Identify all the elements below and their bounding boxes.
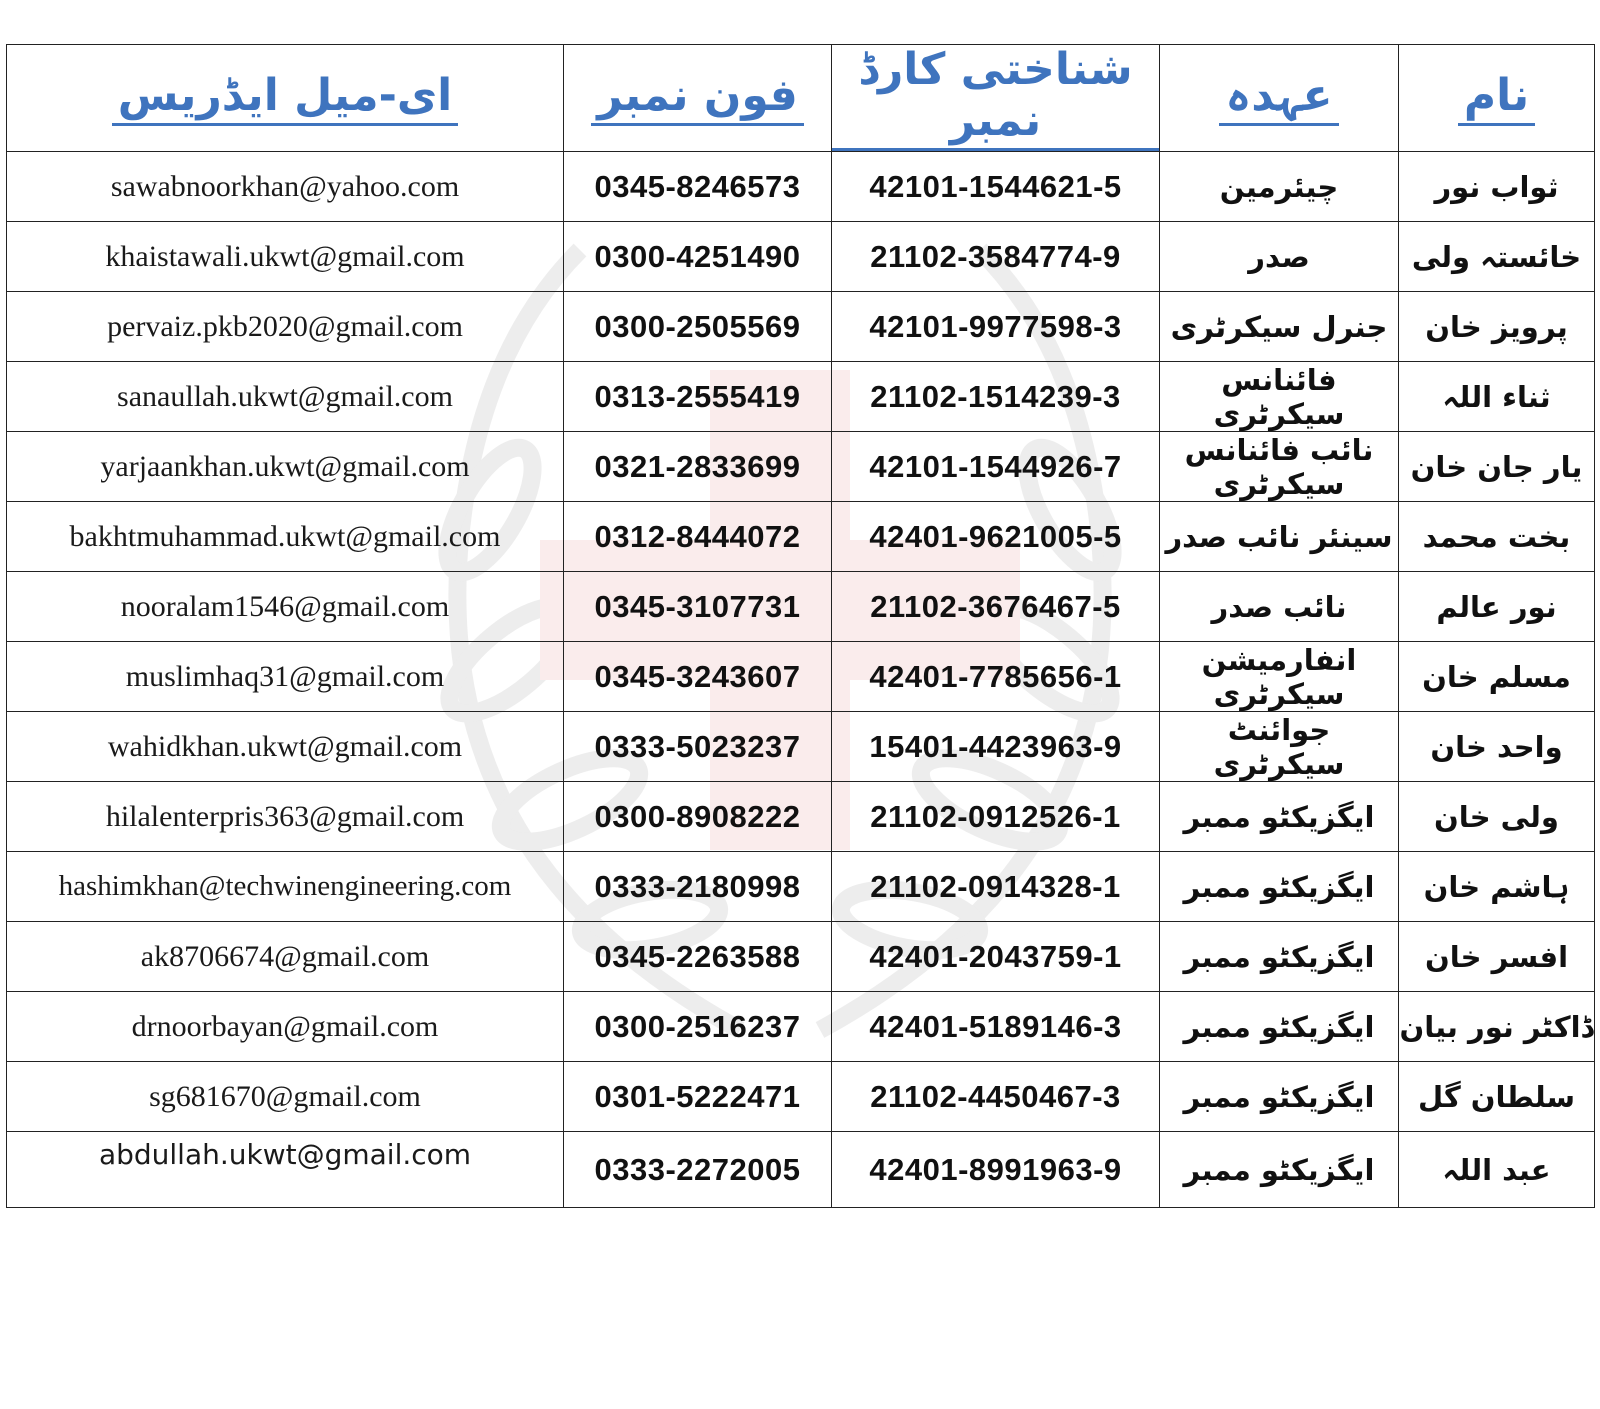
phone-cell: 0300-2505569: [564, 292, 832, 362]
name-cell: واحد خان: [1399, 712, 1595, 782]
designation-cell: ایگزیکٹو ممبر: [1160, 1132, 1399, 1208]
phone-cell: 0321-2833699: [564, 432, 832, 502]
table-row: [7, 222, 1595, 292]
phone-cell: 0301-5222471: [564, 1062, 832, 1132]
email-cell: bakhtmuhammad.ukwt@gmail.com: [7, 502, 564, 572]
name-cell: نور عالم: [1399, 572, 1595, 642]
header-email: ای-میل ایڈریس: [112, 71, 459, 127]
cnic-cell: 42101-1544621-5: [832, 152, 1160, 222]
table-row: [7, 1132, 1595, 1208]
header-name: نام: [1458, 71, 1535, 127]
designation-cell: سینئر نائب صدر: [1160, 502, 1399, 572]
email-cell: wahidkhan.ukwt@gmail.com: [7, 712, 564, 782]
header-row: [7, 45, 1595, 152]
email-cell: muslimhaq31@gmail.com: [7, 642, 564, 712]
email-cell: nooralam1546@gmail.com: [7, 572, 564, 642]
phone-cell: 0300-8908222: [564, 782, 832, 852]
email-cell: khaistawali.ukwt@gmail.com: [7, 222, 564, 292]
phone-cell: 0345-3107731: [564, 572, 832, 642]
cnic-cell: 21102-0914328-1: [832, 852, 1160, 922]
header-name-cell: [1399, 45, 1595, 152]
phone-cell: 0333-5023237: [564, 712, 832, 782]
table-row: [7, 852, 1595, 922]
cnic-cell: 42401-5189146-3: [832, 992, 1160, 1062]
email-cell: abdullah.ukwt@gmail.com: [7, 1132, 564, 1208]
designation-cell: نائب فائنانس سیکرٹری: [1160, 432, 1399, 502]
designation-cell: فائنانس سیکرٹری: [1160, 362, 1399, 432]
email-cell: hilalenterpris363@gmail.com: [7, 782, 564, 852]
table-row: [7, 642, 1595, 712]
table-row: [7, 362, 1595, 432]
header-phone: فون نمبر: [591, 71, 804, 127]
name-cell: پرویز خان: [1399, 292, 1595, 362]
designation-cell: جنرل سیکرٹری: [1160, 292, 1399, 362]
name-cell: مسلم خان: [1399, 642, 1595, 712]
table-row: [7, 1062, 1595, 1132]
email-cell: ak8706674@gmail.com: [7, 922, 564, 992]
phone-cell: 0333-2272005: [564, 1132, 832, 1208]
table-row: [7, 502, 1595, 572]
cnic-cell: 21102-3584774-9: [832, 222, 1160, 292]
table-row: [7, 782, 1595, 852]
phone-cell: 0333-2180998: [564, 852, 832, 922]
cnic-cell: 15401-4423963-9: [832, 712, 1160, 782]
header-cnic-cell: [832, 45, 1160, 152]
email-cell: sg681670@gmail.com: [7, 1062, 564, 1132]
designation-cell: صدر: [1160, 222, 1399, 292]
cnic-cell: 42401-7785656-1: [832, 642, 1160, 712]
phone-cell: 0313-2555419: [564, 362, 832, 432]
table-row: [7, 432, 1595, 502]
table-row: [7, 152, 1595, 222]
phone-cell: 0312-8444072: [564, 502, 832, 572]
designation-cell: ایگزیکٹو ممبر: [1160, 852, 1399, 922]
cnic-cell: 21102-1514239-3: [832, 362, 1160, 432]
cnic-cell: 42101-1544926-7: [832, 432, 1160, 502]
phone-cell: 0345-3243607: [564, 642, 832, 712]
name-cell: ثواب نور: [1399, 152, 1595, 222]
name-cell: خائستہ ولی: [1399, 222, 1595, 292]
designation-cell: ایگزیکٹو ممبر: [1160, 992, 1399, 1062]
designation-cell: ایگزیکٹو ممبر: [1160, 782, 1399, 852]
cnic-cell: 21102-4450467-3: [832, 1062, 1160, 1132]
email-cell: pervaiz.pkb2020@gmail.com: [7, 292, 564, 362]
name-cell: ثناء اللہ: [1399, 362, 1595, 432]
email-cell: yarjaankhan.ukwt@gmail.com: [7, 432, 564, 502]
member-table: [6, 44, 1595, 1208]
cnic-cell: 21102-3676467-5: [832, 572, 1160, 642]
header-cnic: شناختی کارڈ نمبر: [832, 45, 1159, 151]
designation-cell: نائب صدر: [1160, 572, 1399, 642]
name-cell: ڈاکٹر نور بیان: [1399, 992, 1595, 1062]
phone-cell: 0300-4251490: [564, 222, 832, 292]
cnic-cell: 42401-9621005-5: [832, 502, 1160, 572]
phone-cell: 0300-2516237: [564, 992, 832, 1062]
phone-cell: 0345-2263588: [564, 922, 832, 992]
name-cell: یار جان خان: [1399, 432, 1595, 502]
name-cell: عبد اللہ: [1399, 1132, 1595, 1208]
name-cell: بخت محمد: [1399, 502, 1595, 572]
name-cell: سلطان گل: [1399, 1062, 1595, 1132]
table-row: [7, 992, 1595, 1062]
name-cell: ولی خان: [1399, 782, 1595, 852]
phone-cell: 0345-8246573: [564, 152, 832, 222]
table-row: [7, 712, 1595, 782]
header-designation-cell: [1160, 45, 1399, 152]
table-row: [7, 922, 1595, 992]
designation-cell: جوائنٹ سیکرٹری: [1160, 712, 1399, 782]
name-cell: ہاشم خان: [1399, 852, 1595, 922]
cnic-cell: 42101-9977598-3: [832, 292, 1160, 362]
header-designation: عہدہ: [1219, 71, 1338, 127]
name-cell: افسر خان: [1399, 922, 1595, 992]
cnic-cell: 42401-8991963-9: [832, 1132, 1160, 1208]
email-cell: sanaullah.ukwt@gmail.com: [7, 362, 564, 432]
email-cell: sawabnoorkhan@yahoo.com: [7, 152, 564, 222]
email-cell: drnoorbayan@gmail.com: [7, 992, 564, 1062]
designation-cell: چیئرمین: [1160, 152, 1399, 222]
designation-cell: انفارمیشن سیکرٹری: [1160, 642, 1399, 712]
table-row: [7, 292, 1595, 362]
designation-cell: ایگزیکٹو ممبر: [1160, 1062, 1399, 1132]
table-row: [7, 572, 1595, 642]
cnic-cell: 42401-2043759-1: [832, 922, 1160, 992]
email-cell: hashimkhan@techwinengineering.com: [7, 852, 564, 922]
designation-cell: ایگزیکٹو ممبر: [1160, 922, 1399, 992]
header-phone-cell: [564, 45, 832, 152]
cnic-cell: 21102-0912526-1: [832, 782, 1160, 852]
header-email-cell: [7, 45, 564, 152]
